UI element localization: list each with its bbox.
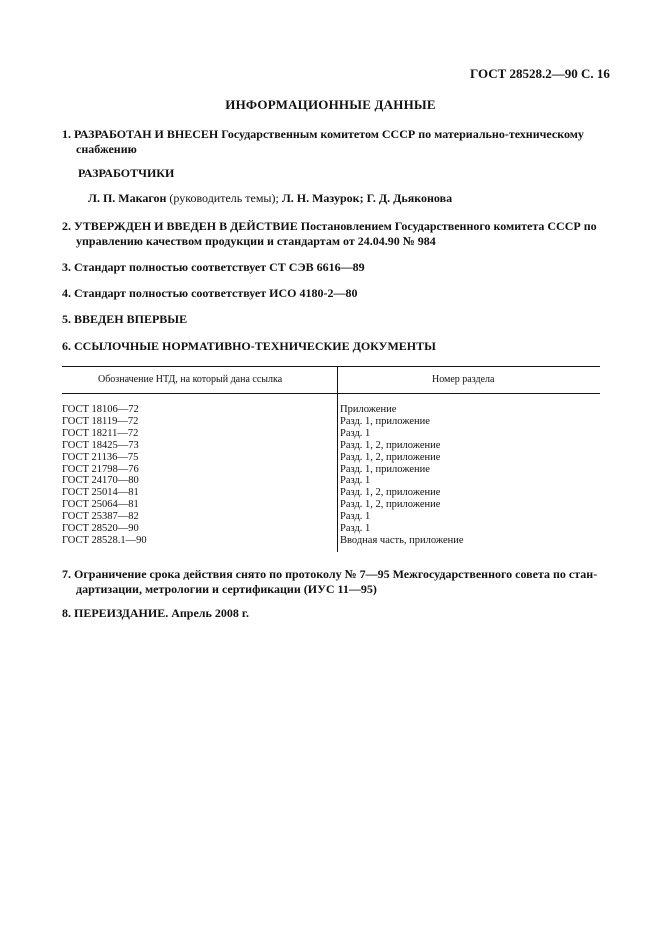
item-4: 4. Стандарт полностью соответствует ИСО 4180-2—80 — [62, 286, 358, 300]
table-cell-section: Разд. 1, приложение — [340, 415, 430, 427]
item-2-lead: 2. УТВЕРЖДЕН И ВВЕДЕН В ДЕЙСТВИЕ — [62, 219, 298, 233]
item-6: 6. ССЫЛОЧНЫЕ НОРМАТИВНО-ТЕХНИЧЕСКИЕ ДОКУМЕНТЫ — [62, 339, 436, 353]
table-cell-section: Разд. 1, 2, приложение — [340, 439, 441, 451]
table-cell-section: Разд. 1, 2, приложение — [340, 499, 441, 511]
table-cell-doc: ГОСТ 25064—81 — [62, 499, 139, 511]
table-cell-doc: ГОСТ 18211—72 — [62, 427, 139, 439]
table-header-rule — [62, 393, 600, 394]
table-cell-section: Разд. 1 — [340, 523, 371, 535]
item-2-text-cont: управлению качеством продукции и стандартам от 24.04.90 № 984 — [76, 234, 436, 248]
table-top-rule — [62, 366, 600, 367]
table-cell-section: Вводная часть, приложение — [340, 534, 464, 546]
table-cell-section: Разд. 1, 2, приложение — [340, 451, 441, 463]
page-header: ГОСТ 28528.2—90 С. 16 — [470, 66, 610, 81]
item-1-lead: 1. РАЗРАБОТАН И ВНЕСЕН — [62, 127, 219, 141]
table-column-divider — [337, 366, 338, 552]
table-cell-doc: ГОСТ 28520—90 — [62, 523, 139, 535]
table-col-docs — [62, 404, 147, 547]
table-cell-section: Разд. 1, приложение — [340, 463, 430, 475]
item-8: 8. ПЕРЕИЗДАНИЕ. Апрель 2008 г. — [62, 606, 249, 620]
developers-heading: РАЗРАБОТЧИКИ — [78, 166, 175, 180]
item-5: 5. ВВЕДЕН ВПЕРВЫЕ — [62, 312, 188, 326]
item-1 — [62, 127, 600, 157]
table-col1-header: Обозначение НТД, на который дана ссылка — [98, 374, 283, 385]
table-col-sections — [340, 404, 464, 547]
table-col2-header: Номер раздела — [432, 374, 495, 385]
table-cell-section: Разд. 1 — [340, 511, 371, 523]
table-cell-section: Разд. 1 — [340, 427, 371, 439]
item-1-text: Государственным комитетом СССР по материально-техническому — [218, 127, 584, 141]
table-cell-doc: ГОСТ 21136—75 — [62, 451, 139, 463]
item-7 — [62, 567, 600, 597]
table-cell-doc: ГОСТ 18119—72 — [62, 415, 139, 427]
table-cell-section: Разд. 1, 2, приложение — [340, 487, 441, 499]
developer-name-1: Л. П. Макагон — [88, 191, 167, 205]
item-1-text-cont: снабжению — [76, 142, 137, 156]
developers-list — [88, 191, 452, 206]
table-cell-doc: ГОСТ 25387—82 — [62, 511, 139, 523]
table-cell-doc: ГОСТ 18425—73 — [62, 439, 139, 451]
table-cell-doc: ГОСТ 21798—76 — [62, 463, 139, 475]
table-cell-doc: ГОСТ 28528.1—90 — [62, 534, 147, 546]
item-2 — [62, 219, 600, 249]
table-cell-section: Приложение — [340, 404, 397, 415]
item-3: 3. Стандарт полностью соответствует СТ СЭВ 6616—89 — [62, 260, 365, 274]
table-cell-doc: ГОСТ 24170—80 — [62, 475, 139, 487]
developer-role-1: (руководитель темы); — [166, 191, 282, 205]
item-7-line2: дартизации, метрологии и сертификации (ИУС 11—95) — [76, 582, 377, 596]
developer-names-2: Л. Н. Мазурок; Г. Д. Дьяконова — [281, 191, 453, 205]
item-7-line1: 7. Ограничение срока действия снято по протоколу № 7—95 Межгосударственного совета по стан- — [62, 567, 598, 581]
item-2-text: Постановлением Государственного комитета СССР по — [297, 219, 597, 233]
table-cell-doc: ГОСТ 18106—72 — [62, 404, 139, 415]
table-cell-doc: ГОСТ 25014—81 — [62, 487, 139, 499]
page-title: ИНФОРМАЦИОННЫЕ ДАННЫЕ — [225, 97, 436, 112]
table-cell-section: Разд. 1 — [340, 475, 371, 487]
